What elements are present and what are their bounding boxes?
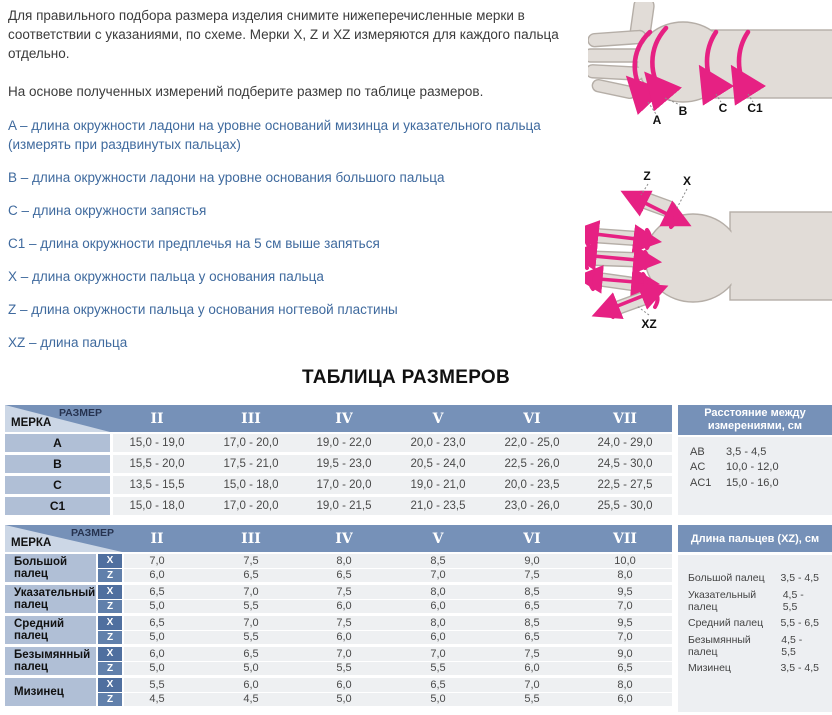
definition-a: A – длина окружности ладони на уровне оснований мизинца и указательного пальца (измерять при раздвинутых пальцах) bbox=[8, 118, 541, 152]
table-cell: 8,0 bbox=[336, 554, 352, 567]
size-table-title: ТАБЛИЦА РАЗМЕРОВ bbox=[301, 367, 511, 388]
table-cell: 20,0 - 23,0 bbox=[410, 437, 466, 449]
intro-paragraph-1: Для правильного подбора размера изделия снимите нижеперечисленные мерки в соответствии с указаниями, по схеме. Мерки X, Z и XZ измеряются для каждого пальца отдельно. bbox=[8, 8, 559, 61]
corner-cell bbox=[5, 525, 122, 552]
table-cell: 7,0 bbox=[243, 585, 259, 598]
col-header: VI bbox=[523, 530, 541, 547]
table-cell: 6,0 bbox=[243, 678, 259, 691]
table-cell: 7,5 bbox=[524, 569, 540, 582]
badge-x: X bbox=[98, 647, 122, 661]
side-row bbox=[678, 475, 832, 491]
table-cell: 7,0 bbox=[617, 631, 633, 644]
measurement-definitions bbox=[8, 116, 598, 366]
badge-z: Z bbox=[98, 693, 122, 707]
hand-diagram-fingers bbox=[585, 160, 832, 335]
side-table-header bbox=[678, 405, 832, 435]
col-header: VII bbox=[613, 410, 637, 427]
side-header-line2: измерениями, см bbox=[707, 420, 803, 432]
table-cell: 7,0 bbox=[243, 616, 259, 629]
table-row bbox=[5, 455, 672, 473]
table-cell: 6,0 bbox=[430, 600, 446, 613]
table-cell: 6,0 bbox=[336, 631, 352, 644]
finger-label: Средний палец bbox=[5, 616, 96, 644]
col-header: III bbox=[241, 530, 261, 547]
side-row-label: AC bbox=[690, 461, 706, 474]
side-row-value: 4,5 - 5,5 bbox=[782, 588, 804, 613]
badge-x: X bbox=[98, 678, 122, 692]
col-header: III bbox=[241, 410, 261, 427]
table-cell: 9,5 bbox=[617, 585, 633, 598]
side-row-label: AB bbox=[690, 445, 705, 458]
table-cell: 6,5 bbox=[524, 631, 540, 644]
finger-size-table bbox=[5, 525, 672, 706]
measure-label-b: B bbox=[678, 104, 688, 118]
table-row bbox=[5, 497, 672, 515]
badge-z: Z bbox=[98, 631, 122, 645]
side-row-value: 4,5 - 5,5 bbox=[781, 633, 803, 658]
table-cell: 13,5 - 15,5 bbox=[129, 479, 185, 491]
finger-length-table bbox=[678, 525, 832, 712]
side-row-value: 15,0 - 16,0 bbox=[726, 476, 779, 489]
row-label: B bbox=[5, 455, 110, 473]
table-cell: 9,0 bbox=[524, 554, 540, 567]
table-cell: 22,0 - 25,0 bbox=[504, 437, 560, 449]
table-cell: 20,0 - 23,5 bbox=[504, 479, 560, 491]
side-row-label: Большой палец bbox=[688, 572, 765, 585]
side-row-value: 3,5 - 4,5 bbox=[780, 662, 819, 675]
col-header: V bbox=[432, 530, 444, 547]
table-cell: 22,5 - 26,0 bbox=[504, 458, 560, 470]
row-label: A bbox=[5, 434, 110, 452]
table-cell: 7,0 bbox=[430, 647, 446, 660]
measure-label-c1: C1 bbox=[747, 101, 763, 115]
badge-x: X bbox=[98, 585, 122, 599]
side-row bbox=[678, 612, 832, 635]
table-cell: 7,5 bbox=[336, 616, 352, 629]
finger-group-middle bbox=[5, 616, 672, 644]
table-cell: 5,5 bbox=[336, 662, 352, 675]
table-cell: 9,0 bbox=[617, 647, 633, 660]
table-cell: 6,0 bbox=[524, 662, 540, 675]
finger-group-ring bbox=[5, 647, 672, 675]
table-cell: 17,0 - 20,0 bbox=[223, 437, 279, 449]
table-cell: 8,5 bbox=[430, 554, 446, 567]
table-cell: 5,5 bbox=[524, 693, 540, 706]
table-cell: 7,5 bbox=[336, 585, 352, 598]
side-row-label: AC1 bbox=[690, 476, 712, 489]
definition-b: B – длина окружности ладони на уровне основания большого пальца bbox=[8, 170, 445, 185]
col-header: IV bbox=[335, 410, 353, 427]
finger-group-pinky bbox=[5, 678, 672, 706]
table-header bbox=[5, 405, 672, 432]
table-cell: 19,5 - 23,0 bbox=[316, 458, 372, 470]
table-cell: 6,0 bbox=[336, 600, 352, 613]
row-label: C bbox=[5, 476, 110, 494]
table-cell: 7,0 bbox=[617, 600, 633, 613]
table-cell: 5,5 bbox=[430, 662, 446, 675]
definition-c1: C1 – длина окружности предплечья на 5 см выше запяться bbox=[8, 236, 380, 251]
table-cell: 6,0 bbox=[149, 569, 165, 582]
side-header: Длина пальцев (XZ), см bbox=[690, 532, 820, 545]
col-header: V bbox=[432, 410, 444, 427]
finger-label: Безымянный палец bbox=[5, 647, 96, 675]
table-cell: 6,5 bbox=[617, 662, 633, 675]
col-header: VI bbox=[523, 410, 541, 427]
intro-text bbox=[8, 6, 592, 120]
corner-merka-label: МЕРКА bbox=[11, 417, 52, 429]
table-cell: 7,0 bbox=[149, 554, 165, 567]
badge-x: X bbox=[98, 554, 122, 568]
table-cell: 5,0 bbox=[243, 662, 259, 675]
table-cell: 5,0 bbox=[149, 631, 165, 644]
side-row bbox=[678, 567, 832, 590]
table-row bbox=[5, 434, 672, 452]
table-cell: 6,5 bbox=[243, 569, 259, 582]
table-cell: 15,0 - 19,0 bbox=[129, 437, 185, 449]
table-cell: 6,5 bbox=[336, 569, 352, 582]
table-cell: 20,5 - 24,0 bbox=[410, 458, 466, 470]
table-cell: 6,0 bbox=[617, 693, 633, 706]
table-cell: 8,0 bbox=[617, 569, 633, 582]
badge-z: Z bbox=[98, 662, 122, 676]
table-cell: 6,5 bbox=[149, 585, 165, 598]
table-cell: 6,5 bbox=[149, 616, 165, 629]
table-cell: 6,5 bbox=[243, 647, 259, 660]
col-header: II bbox=[150, 410, 164, 427]
side-row-value: 3,5 - 4,5 bbox=[726, 445, 767, 458]
corner-size-label: РАЗМЕР bbox=[71, 527, 114, 539]
table-cell: 22,5 - 27,5 bbox=[597, 479, 653, 491]
table-cell: 6,5 bbox=[430, 678, 446, 691]
table-cell: 8,5 bbox=[524, 585, 540, 598]
badge-x: X bbox=[98, 616, 122, 630]
table-cell: 19,0 - 22,0 bbox=[316, 437, 372, 449]
table-cell: 10,0 bbox=[614, 554, 636, 567]
side-row bbox=[678, 444, 832, 460]
badge-z: Z bbox=[98, 600, 122, 614]
definition-x: X – длина окружности пальца у основания пальца bbox=[8, 269, 324, 284]
table-cell: 4,5 bbox=[149, 693, 165, 706]
corner-size-label: РАЗМЕР bbox=[59, 407, 102, 419]
table-cell: 17,0 - 20,0 bbox=[223, 500, 279, 512]
side-row-value: 10,0 - 12,0 bbox=[726, 461, 779, 474]
table-cell: 19,0 - 21,0 bbox=[410, 479, 466, 491]
table-cell: 4,5 bbox=[243, 693, 259, 706]
table-cell: 15,0 - 18,0 bbox=[223, 479, 279, 491]
finger-group-thumb bbox=[5, 554, 672, 582]
row-label: C1 bbox=[5, 497, 110, 515]
table-cell: 7,0 bbox=[524, 678, 540, 691]
definition-xz: XZ – длина пальца bbox=[8, 335, 128, 350]
side-row-value: 5,5 - 6,5 bbox=[780, 617, 819, 630]
col-header: IV bbox=[335, 530, 353, 547]
table-cell: 5,0 bbox=[336, 693, 352, 706]
side-row-value: 3,5 - 4,5 bbox=[780, 572, 819, 585]
size-table-circumferences bbox=[5, 405, 672, 515]
side-row bbox=[678, 590, 832, 613]
side-header-line1: Расстояние между bbox=[704, 407, 806, 419]
table-cell: 6,0 bbox=[336, 678, 352, 691]
table-cell: 6,0 bbox=[430, 631, 446, 644]
table-cell: 5,0 bbox=[430, 693, 446, 706]
col-header: VII bbox=[613, 530, 637, 547]
table-cell: 9,5 bbox=[617, 616, 633, 629]
badge-z: Z bbox=[98, 569, 122, 583]
distance-between-measures-table bbox=[678, 405, 832, 515]
corner-cell bbox=[5, 405, 110, 432]
finger-label: Мизинец bbox=[5, 678, 96, 706]
table-cell: 6,5 bbox=[524, 600, 540, 613]
table-header bbox=[5, 525, 672, 552]
finger-label: Большой палец bbox=[5, 554, 96, 582]
table-cell: 8,0 bbox=[430, 585, 446, 598]
table-cell: 17,0 - 20,0 bbox=[316, 479, 372, 491]
side-table-header bbox=[678, 525, 832, 552]
table-cell: 23,0 - 26,0 bbox=[504, 500, 560, 512]
side-row bbox=[678, 635, 832, 658]
table-cell: 5,0 bbox=[149, 600, 165, 613]
side-row bbox=[678, 657, 832, 680]
table-cell: 21,0 - 23,5 bbox=[410, 500, 466, 512]
table-cell: 7,5 bbox=[524, 647, 540, 660]
intro-paragraph-2: На основе полученных измерений подберите размер по таблице размеров. bbox=[8, 84, 484, 99]
corner-merka-label: МЕРКА bbox=[11, 537, 52, 549]
table-cell: 24,5 - 30,0 bbox=[597, 458, 653, 470]
finger-group-index bbox=[5, 585, 672, 613]
col-header: II bbox=[150, 530, 164, 547]
table-cell: 15,5 - 20,0 bbox=[129, 458, 185, 470]
side-table-body bbox=[678, 555, 832, 712]
measure-label-z: Z bbox=[643, 169, 651, 183]
table-cell: 6,0 bbox=[149, 647, 165, 660]
table-cell: 7,0 bbox=[336, 647, 352, 660]
table-cell: 25,5 - 30,0 bbox=[597, 500, 653, 512]
definition-c: C – длина окружности запястья bbox=[8, 203, 207, 218]
side-row bbox=[678, 460, 832, 476]
measure-label-a: A bbox=[652, 113, 662, 127]
table-cell: 8,0 bbox=[617, 678, 633, 691]
table-cell: 7,0 bbox=[430, 569, 446, 582]
table-row bbox=[5, 476, 672, 494]
finger-label: Указательный палец bbox=[5, 585, 96, 613]
definition-z: Z – длина окружности пальца у основания ногтевой пластины bbox=[8, 302, 398, 317]
table-cell: 5,5 bbox=[149, 678, 165, 691]
measure-label-x: X bbox=[682, 174, 692, 188]
measure-label-c: C bbox=[718, 101, 728, 115]
table-cell: 8,5 bbox=[524, 616, 540, 629]
side-table-body bbox=[678, 437, 832, 515]
table-cell: 8,0 bbox=[430, 616, 446, 629]
side-row-label: Безымянный палец bbox=[688, 633, 751, 658]
measure-label-xz: XZ bbox=[641, 317, 657, 331]
table-cell: 24,0 - 29,0 bbox=[597, 437, 653, 449]
table-cell: 5,5 bbox=[243, 600, 259, 613]
hand-diagram-circumferences bbox=[588, 2, 832, 137]
table-cell: 5,5 bbox=[243, 631, 259, 644]
side-row-label: Мизинец bbox=[688, 662, 731, 675]
side-row-label: Указательный палец bbox=[688, 588, 757, 613]
table-cell: 7,5 bbox=[243, 554, 259, 567]
table-cell: 19,0 - 21,5 bbox=[316, 500, 372, 512]
table-cell: 17,5 - 21,0 bbox=[223, 458, 279, 470]
side-row-label: Средний палец bbox=[688, 617, 764, 630]
table-cell: 5,0 bbox=[149, 662, 165, 675]
table-cell: 15,0 - 18,0 bbox=[129, 500, 185, 512]
